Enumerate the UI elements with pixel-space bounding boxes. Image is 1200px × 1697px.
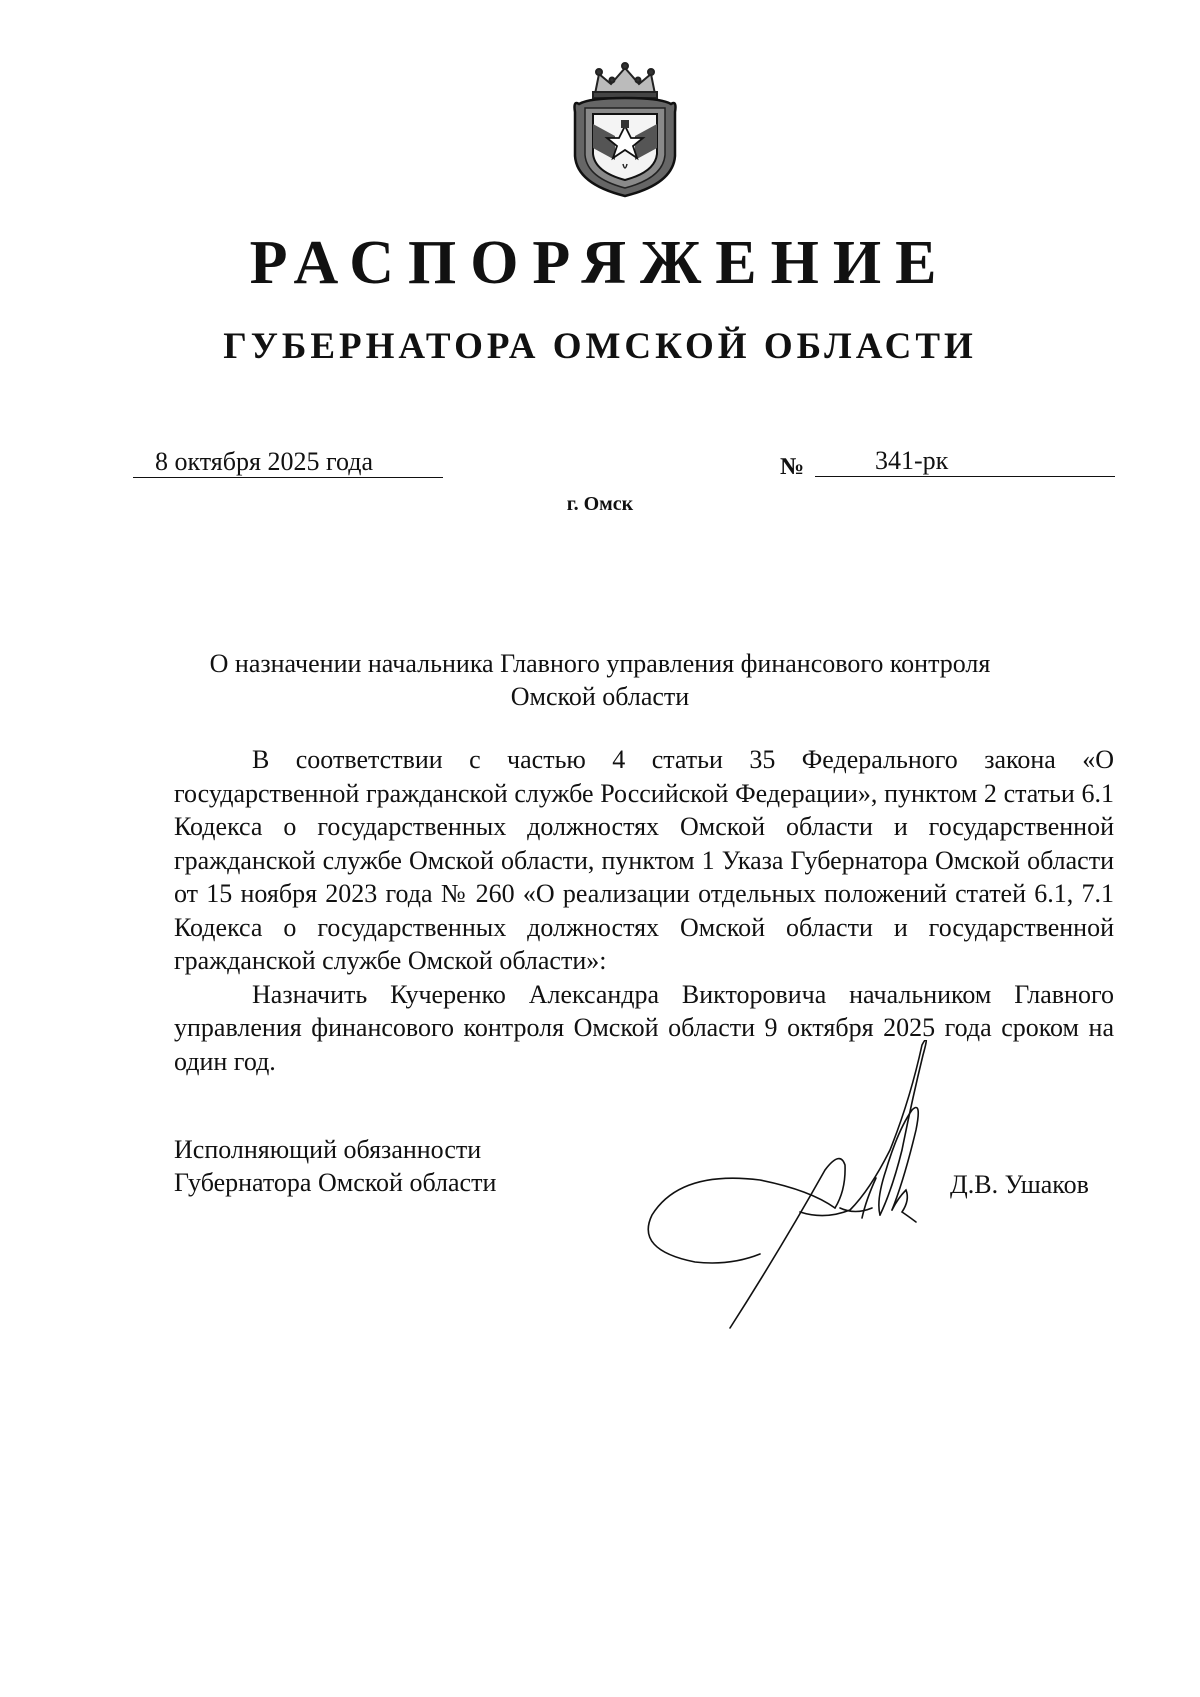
coat-of-arms-icon <box>565 60 685 200</box>
signatory-position-line-2: Губернатора Омской области <box>174 1168 497 1197</box>
document-city: г. Омск <box>566 493 634 515</box>
subject-line-2: Омской области <box>510 682 690 711</box>
document-subtitle: ГУБЕРНАТОРА ОМСКОЙ ОБЛАСТИ <box>223 326 977 367</box>
body-paragraph-1: В соответствии с частью 4 статьи 35 Федерального закона «О государственной гражданской службе Российской Федерации», пунктом 2 статьи 6.1 Кодекса о государственных должностях Омской области и государственной гражданской службе Омской области, пунктом 1 Указа Губернатора Омской области от 15 ноября 2023 года № 260 «О реализации отдельных положений статей 6.1, 7.1 Кодекса о государственных должностях Омской области и государственной гражданской службе Омской области»: <box>174 745 1114 975</box>
signatory-position <box>174 1133 496 1199</box>
body-paragraph-2: Назначить Кучеренко Александра Викторовича начальником Главного управления финансового контроля Омской области 9 октября 2025 года сроком на один год. <box>174 979 1114 1076</box>
document-number: 341-рк <box>815 446 1115 477</box>
document-title: РАСПОРЯЖЕНИЕ <box>249 229 951 297</box>
handwritten-signature-icon <box>640 1040 1000 1330</box>
subject-line-1: О назначении начальника Главного управления финансового контроля <box>209 649 991 678</box>
number-label: № <box>780 454 805 480</box>
document-body <box>174 743 1114 1078</box>
document-date: 8 октября 2025 года <box>133 447 443 478</box>
signatory-position-line-1: Исполняющий обязанности <box>174 1135 482 1164</box>
signatory-name: Д.В. Ушаков <box>950 1170 1089 1199</box>
document-subject <box>150 647 1050 713</box>
